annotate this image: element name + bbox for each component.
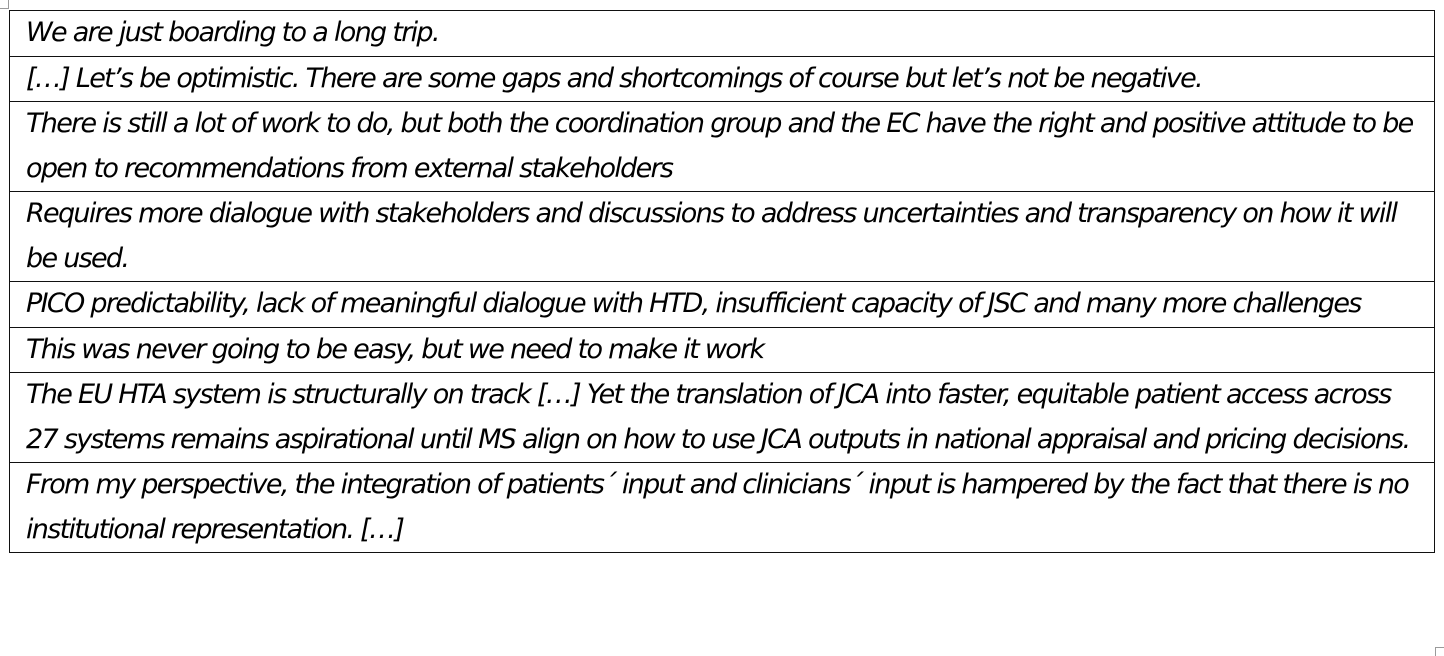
table-row: [10, 463, 1435, 553]
table-row: [10, 327, 1435, 373]
table-row: [10, 373, 1435, 463]
table-row: [10, 11, 1435, 57]
quote-cell: From my perspective, the integration of patients´ input and clinicians´ input is hampered by the fact that there is no institutional representation. […]: [10, 463, 1435, 553]
table-row: [10, 102, 1435, 192]
quote-cell: We are just boarding to a long trip.: [10, 11, 1435, 57]
table-row: [10, 282, 1435, 328]
quote-cell: Requires more dialogue with stakeholders and discussions to address uncertainties and transparency on how it will be used.: [10, 192, 1435, 282]
document-page: [9, 10, 1435, 553]
quote-cell: This was never going to be easy, but we need to make it work: [10, 327, 1435, 373]
table-row: [10, 56, 1435, 102]
quote-cell: The EU HTA system is structurally on track […] Yet the translation of JCA into faster, equitable patient access across 27 systems remains aspirational until MS align on how to use JCA outputs in national appraisal and pricing decisions.: [10, 373, 1435, 463]
quote-cell: There is still a lot of work to do, but both the coordination group and the EC have the right and positive attitude to be open to recommendations from external stakeholders: [10, 102, 1435, 192]
quote-cell: […] Let’s be optimistic. There are some gaps and shortcomings of course but let’s not be negative.: [10, 56, 1435, 102]
quote-cell: PICO predictability, lack of meaningful dialogue with HTD, insufficient capacity of JSC and many more challenges: [10, 282, 1435, 328]
crop-mark-top-left: [0, 0, 9, 9]
quotes-table: [9, 10, 1435, 553]
crop-mark-bottom-right: [1435, 647, 1444, 656]
table-row: [10, 192, 1435, 282]
